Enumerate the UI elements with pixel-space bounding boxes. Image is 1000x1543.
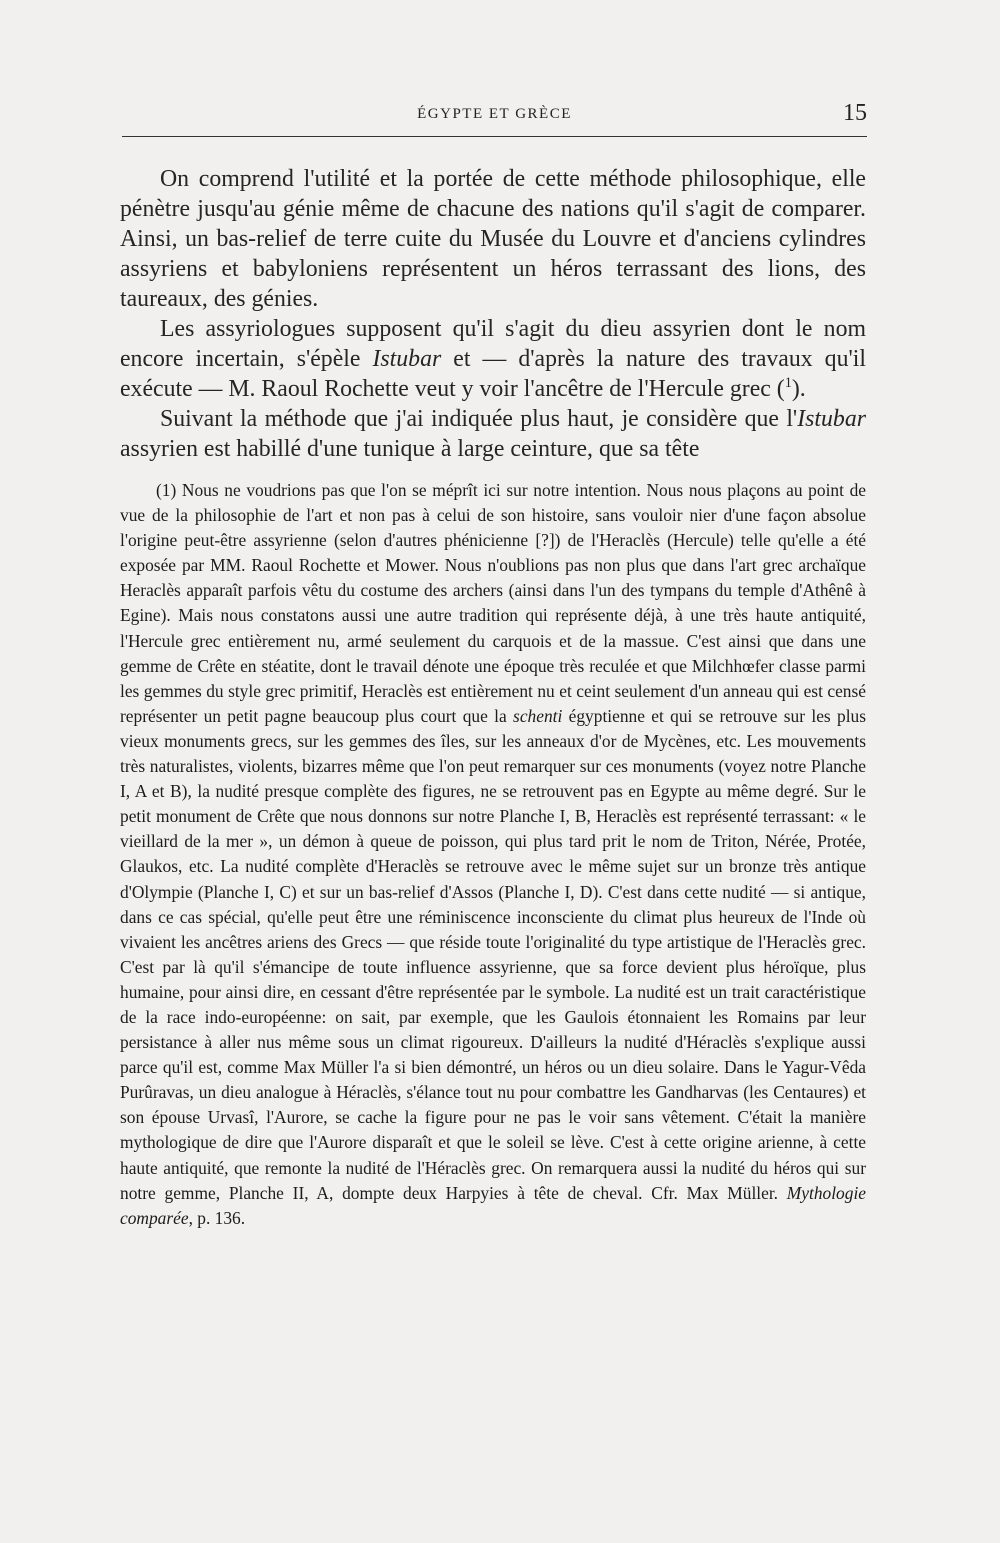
running-head — [122, 100, 867, 137]
main-text — [120, 164, 866, 464]
paragraph-3-text-a: Suivant la méthode que j'ai indiquée plus haut, je considère que l' — [160, 406, 798, 432]
footnote-text-b: égyptienne et qui se retrouve sur les plus vieux monuments grecs, sur les gemmes des îles, sur les anneaux d'or de Mycènes, etc. Les mouvements très naturalistes, violents, bizarres même que l'on peut remarquer sur ces monuments (voyez notre Planche I, A et B), la nudité presque complète des figures, ne se retrouvent pas en Egypte au même degré. Sur le petit monument de Crête que nous donnons sur notre Planche I, B, Heraclès est représenté terrassant: « le vieillard de la mer », un démon à queue de poisson, qui plus tard prit le nom de Triton, Nérée, Protée, Glaukos, etc. La nudité complète d'Heraclès se retrouve avec le même sujet sur un bronze très antique d'Olympie (Planche I, C) et sur un bas-relief d'Assos (Planche I, D). C'est dans cette nudité — si antique, dans ce cas spécial, qu'elle peut être une réminiscence inconsciente du climat plus heureux de l'Inde où vivaient les ancêtres ariens des Grecs — que réside toute l'originalité du type artistique de l'Heraclès grec. C'est par là qu'il s'émancipe de toute influence assyrienne, que sa force devient plus héroïque, plus humaine, pour ainsi dire, en cessant d'être représentée par le symbole. La nudité est un trait caractéristique de la race indo-européenne: on sait, par exemple, que les Gaulois étonnaient les Romains par leur persistance à aller nus même sous un climat rigoureux. D'ailleurs la nudité d'Héraclès s'explique aussi parce qu'il est, comme Max Müller l'a si bien démontré, un héros ou un dieu solaire. Dans le Yagur-Vêda Purûravas, un dieu analogue à Héraclès, s'élance tout nu pour combattre les Gandharvas (les Centaures) et son épouse Urvasî, l'Aurore, se cache la figure pour ne pas le voir sans vêtement. C'était la manière mythologique de dire que l'Aurore disparaît et que le soleil se lève. C'est à cette origine arienne, à cette haute antiquité, que remonte la nudité de l'Héraclès grec. On remarquera aussi la nudité du héros qui sur notre gemme, Planche II, A, dompte deux Harpyies à tête de cheval. Cfr. Max Müller. — [120, 705, 866, 1203]
paragraph-2-text-c: ). — [791, 376, 806, 402]
page-number: 15 — [843, 100, 867, 126]
footnote-italic-term: schenti — [513, 705, 563, 726]
paragraph-3-italic: Istubar — [797, 406, 866, 432]
footnotes — [120, 478, 866, 1231]
paragraph-3 — [120, 404, 866, 464]
paragraph-3-text-b: assyrien est habillé d'une tunique à large ceinture, que sa tête — [120, 436, 700, 462]
running-title: ÉGYPTE ET GRÈCE — [417, 106, 572, 122]
footnote-reference[interactable]: 1 — [784, 375, 792, 392]
paragraph-2-italic: Istubar — [372, 346, 442, 372]
paragraph-2 — [120, 314, 866, 404]
footnote-italic-title: Mythologie comparée — [120, 1182, 866, 1228]
paragraph-2-text-b: et — d'après la nature des travaux qu'il exécute — M. Raoul Rochette veut y voir l'ancêtre de l'Hercule grec ( — [120, 346, 866, 402]
footnote-text-a: Nous ne voudrions pas que l'on se méprît ici sur notre intention. Nous nous plaçons au point de vue de la philosophie de l'art et non pas à celui de son histoire, sans vouloir nier d'une façon absolue l'origine peut-être assyrienne (selon d'autres phénicienne [?]) de l'Heraclès (Hercule) telle qu'elle a été exposée par MM. Raoul Rochette et Mower. Nous n'oublions pas non plus que dans l'art grec archaïque Heraclès apparaît parfois vêtu du costume des archers (ainsi dans l'un des tympans du temple d'Athênê à Egine). Mais nous constatons aussi une autre tradition qui représente déjà, à une très haute antiquité, l'Hercule grec entièrement nu, armé seulement du carquois et de la massue. C'est ainsi que dans une gemme de Crête en stéatite, dont le travail dénote une époque très reculée et que Milchhœfer classe parmi les gemmes du style grec primitif, Heraclès est entièrement nu et ceint seulement d'un anneau qui est censé représenter un petit pagne beaucoup plus court que la — [120, 480, 866, 726]
footnote-marker: (1) — [156, 480, 177, 500]
footnote-1 — [120, 478, 866, 1231]
paragraph-1: On comprend l'utilité et la portée de cette méthode philosophique, elle pénètre jusqu'au génie même de chacune des nations qu'il s'agit de comparer. Ainsi, un bas-relief de terre cuite du Musée du Louvre et d'anciens cylindres assyriens et babyloniens représentent un héros terrassant des lions, des taureaux, des génies. — [120, 166, 866, 312]
footnote-text-c: , p. 136. — [188, 1207, 246, 1228]
paragraph-2-text-a: Les assyriologues supposent qu'il s'agit du dieu assyrien dont le nom encore incertain, s'épèle — [120, 316, 866, 372]
